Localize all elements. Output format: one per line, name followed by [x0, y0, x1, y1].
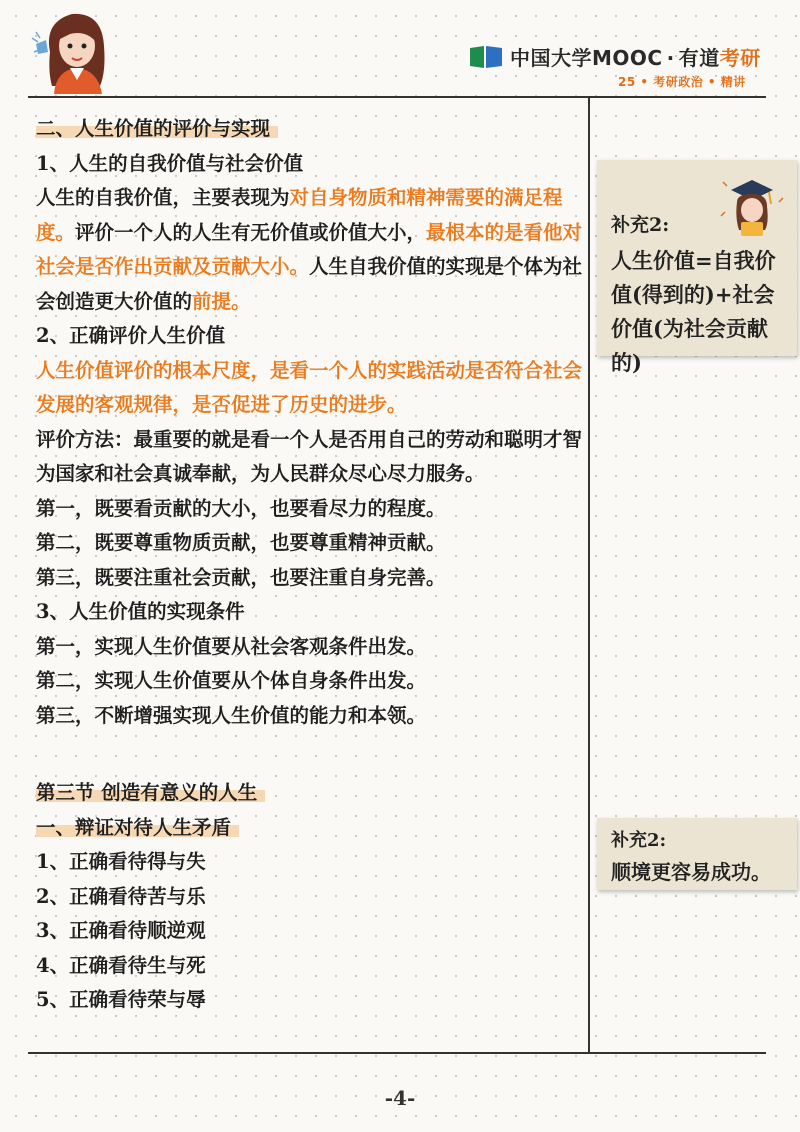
note-body: 人生价值=自我价值(得到的)+社会价值(为社会贡献的) — [611, 248, 776, 375]
header-divider — [28, 96, 766, 98]
page-number: -4- — [384, 1086, 416, 1110]
main-content — [36, 112, 586, 1018]
note-title: 补充2: — [611, 830, 667, 851]
footer-divider — [28, 1052, 766, 1054]
teacher-avatar-illustration — [30, 2, 122, 94]
mooc-logo-icon — [468, 44, 504, 70]
subheading-2: 2、正确评价人生价值 — [36, 324, 226, 347]
column-divider — [588, 97, 590, 1052]
list-item: 第一，既要看贡献的大小，也要看尽力的程度。 — [36, 496, 446, 520]
list-item: 第二，既要尊重物质贡献，也要尊重精神贡献。 — [36, 531, 446, 554]
paragraph-self-value: 人生的自我价值，主要表现为对自身物质和精神需要的满足程度。评价一个人的人生有无价值或价值大小，最根本的是看他对社会是否作出贡献及贡献大小。人生自我价值的实现是个体为社会创造更大价值的前提。 — [36, 186, 583, 313]
sticky-note-supplement — [597, 160, 797, 375]
subheading-3: 3、人生价值的实现条件 — [36, 600, 245, 623]
list-item: 5、正确看待荣与辱 — [36, 988, 206, 1011]
paragraph-evaluation-standard: 人生价值评价的根本尺度，是看一个人的实践活动是否符合社会发展的客观规律，是否促进了历史的进步。 — [36, 358, 583, 416]
list-item: 第一，实现人生价值要从社会客观条件出发。 — [36, 634, 427, 658]
note-body: 顺境更容易成功。 — [611, 860, 771, 884]
subheading-1: 1、人生的自我价值与社会价值 — [36, 151, 304, 175]
section-heading-2: 一、辩证对待人生矛盾 — [36, 816, 239, 839]
list-item: 3、正确看待顺逆观 — [36, 919, 206, 942]
list-item: 2、正确看待苦与乐 — [36, 884, 206, 908]
list-item: 1、正确看待得与失 — [36, 850, 206, 873]
paragraph-evaluation-method: 评价方法：最重要的就是看一个人是否用自己的劳动和聪明才智为国家和社会真诚奉献，为人民群众尽心尽力服务。 — [36, 427, 583, 485]
list-item: 第三，不断增强实现人生价值的能力和本领。 — [36, 703, 427, 727]
note-title: 补充2: — [611, 214, 670, 236]
brand-text: 中国大学MOOC · 有道考研 — [510, 46, 761, 70]
brand-logo — [468, 42, 761, 71]
list-item: 第三，既要注重社会贡献，也要注重自身完善。 — [36, 565, 446, 589]
sticky-note-supplement — [597, 818, 797, 890]
graduate-girl-icon — [717, 172, 787, 242]
course-subtitle: 25 • 考研政治 • 精讲 — [618, 75, 746, 89]
list-item: 4、正确看待生与死 — [36, 953, 206, 977]
chapter-heading: 第三节 创造有意义的人生 — [36, 781, 265, 804]
list-item: 第二，实现人生价值要从个体自身条件出发。 — [36, 669, 427, 692]
section-heading: 二、人生价值的评价与实现 — [36, 117, 278, 140]
